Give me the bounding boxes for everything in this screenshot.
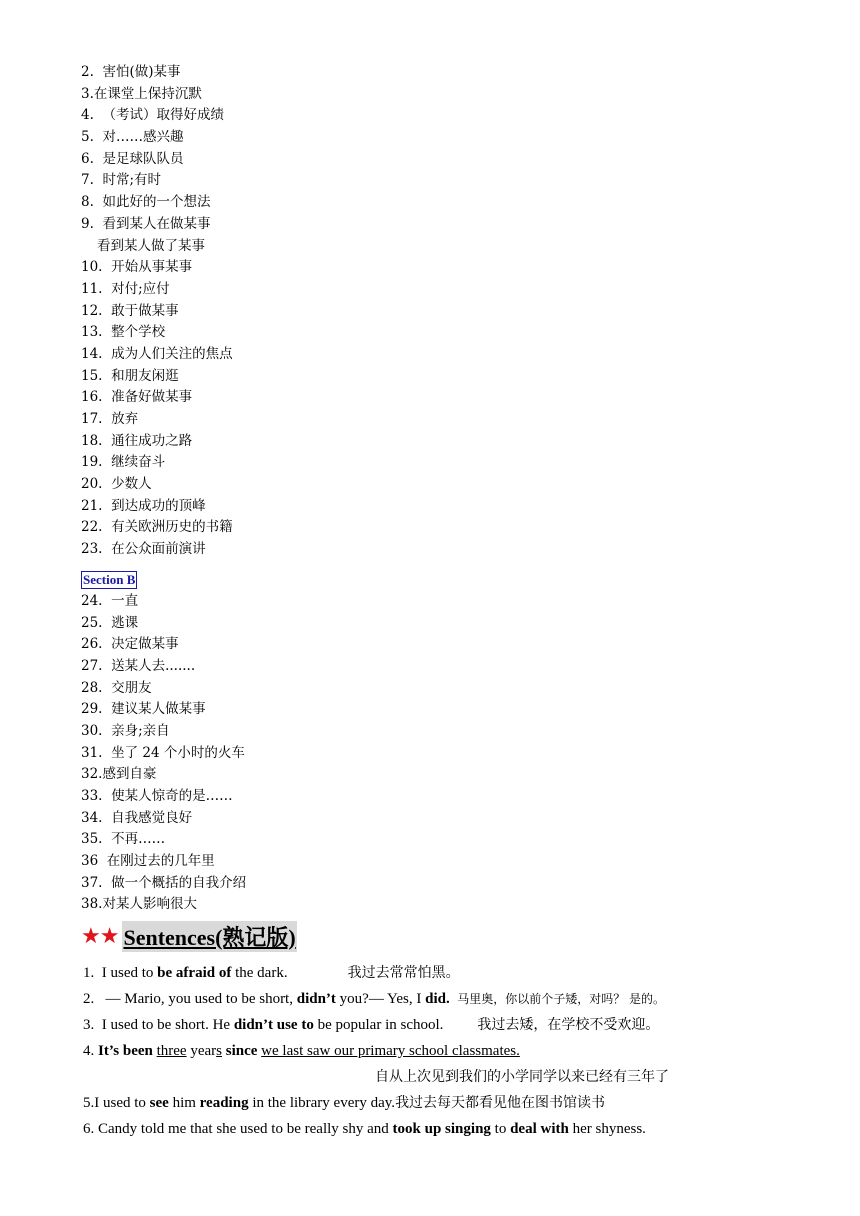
item-number: 26.	[81, 636, 103, 653]
sentence-number: 5.	[83, 1095, 95, 1111]
item-number: 9.	[81, 215, 94, 232]
item-number: 18.	[81, 432, 103, 449]
list-item	[81, 474, 781, 496]
item-number: 5.	[81, 129, 94, 146]
list-item	[81, 452, 781, 474]
list-item	[81, 431, 781, 453]
list-item	[81, 591, 781, 613]
sentence-translation: 我过去常常怕黑。	[347, 965, 460, 981]
item-text: 害怕(做)某事	[102, 64, 181, 80]
key-phrase: did.	[425, 991, 450, 1007]
list-item	[81, 62, 781, 84]
list-item	[81, 634, 781, 656]
heading-title: Sentences(熟记版)	[122, 921, 296, 952]
key-phrase: be afraid of	[157, 965, 232, 981]
item-text: 自我感觉良好	[111, 809, 193, 826]
item-number: 30.	[81, 722, 103, 739]
phrase-list	[81, 62, 781, 916]
item-number: 8.	[81, 194, 94, 211]
sentence-5	[83, 1090, 843, 1116]
item-text: 交朋友	[111, 679, 152, 696]
item-number: 29.	[81, 701, 103, 718]
sentence-text: be popular in school.	[313, 1017, 444, 1033]
item-number: 23.	[81, 541, 103, 558]
list-item	[81, 84, 781, 106]
item-text: 少数人	[111, 476, 152, 493]
sentence-text: the dark.	[231, 965, 288, 981]
item-text: 继续奋斗	[111, 454, 166, 471]
sentence-text: in the library every day.	[248, 1095, 396, 1111]
item-text: 放弃	[111, 411, 139, 427]
item-number: 13.	[81, 324, 103, 341]
item-number: 28.	[81, 679, 103, 696]
list-item	[81, 366, 781, 388]
key-phrase: since	[225, 1043, 258, 1059]
list-item	[81, 409, 781, 431]
item-number: 16.	[81, 389, 103, 406]
sentence-text: year	[190, 1043, 217, 1059]
list-item	[81, 149, 781, 171]
list-item	[81, 517, 781, 539]
list-item	[81, 613, 781, 635]
item-number: 7.	[81, 172, 94, 189]
star-icons: ★★	[81, 923, 119, 949]
item-number: 33.	[81, 788, 103, 804]
item-text: 整个学校	[111, 324, 166, 341]
underlined-word: s	[216, 1043, 222, 1059]
item-text: 做一个概括的自我介绍	[111, 874, 247, 891]
item-text: 开始从事某事	[111, 259, 193, 276]
item-number: 10.	[81, 259, 103, 276]
sentence-text: to	[490, 1121, 511, 1137]
item-text: 和朋友闲逛	[111, 367, 179, 384]
item-text: 使某人惊奇的是……	[111, 788, 233, 804]
list-item	[81, 764, 781, 786]
item-number: 19.	[81, 454, 103, 471]
item-text: 看到某人在做某事	[102, 215, 211, 232]
item-text: 成为人们关注的焦点	[111, 345, 233, 362]
item-number: 35.	[81, 831, 103, 848]
list-item	[81, 743, 781, 765]
sentence-text: her shyness.	[568, 1121, 646, 1137]
sentence-4-translation-row	[83, 1064, 843, 1090]
sentence-translation: 马里奥，你以前个子矮，对吗？ 是的。	[457, 992, 666, 1006]
list-item	[81, 721, 781, 743]
item-text: 亲身;亲自	[111, 722, 170, 739]
list-item	[81, 786, 781, 808]
item-number: 2.	[81, 64, 94, 80]
item-text: 准备好做某事	[111, 389, 193, 406]
list-item	[81, 257, 781, 279]
item-text: 如此好的一个想法	[102, 194, 211, 211]
sentence-text: I used to	[94, 1095, 150, 1111]
key-phrase: deal with	[510, 1121, 569, 1137]
key-phrase: didn’t use to	[233, 1017, 314, 1033]
item-number: 32.	[81, 766, 103, 783]
item-number: 25.	[81, 614, 103, 631]
item-text: 决定做某事	[111, 636, 179, 653]
key-phrase: didn’t	[296, 991, 336, 1007]
item-text: 时常;有时	[102, 172, 162, 189]
item-text: 对……感兴趣	[102, 129, 184, 146]
sentence-4	[83, 1038, 843, 1064]
item-text: 看到某人做了某事	[97, 237, 205, 254]
item-number: 3.	[81, 85, 94, 102]
key-phrase: took up singing	[392, 1121, 491, 1137]
list-item	[81, 678, 781, 700]
list-item	[81, 829, 781, 851]
key-phrase: see	[149, 1095, 169, 1111]
item-text: 一直	[111, 592, 139, 609]
item-text: 是足球队队员	[102, 150, 184, 167]
item-number: 15.	[81, 367, 103, 384]
item-text: 感到自豪	[102, 766, 157, 783]
item-text: 敢于做某事	[111, 302, 179, 319]
item-text: 在课堂上保持沉默	[93, 85, 202, 102]
item-text: 逃课	[111, 614, 139, 631]
item-number: 27.	[81, 657, 103, 674]
item-number: 22.	[81, 519, 103, 536]
item-text: 到达成功的顶峰	[111, 497, 206, 514]
underlined-word: three	[156, 1043, 187, 1059]
sentence-translation: 我过去矮，在学校不受欢迎。	[477, 1017, 660, 1033]
section-b-label: Section B	[83, 571, 136, 587]
sentences-heading	[81, 920, 297, 952]
item-number: 21.	[81, 497, 103, 514]
item-number: 34.	[81, 809, 103, 826]
item-text: 对付;应付	[111, 280, 170, 297]
item-number: 38.	[81, 896, 103, 913]
list-item	[81, 214, 781, 236]
list-item	[81, 539, 781, 561]
list-item	[81, 127, 781, 149]
list-item	[81, 192, 781, 214]
item-text: 在刚过去的几年里	[106, 853, 215, 870]
list-item	[81, 699, 781, 721]
sentence-2	[83, 986, 843, 1012]
dialogue-dash: —	[105, 991, 121, 1007]
list-item	[81, 236, 781, 258]
item-number: 17.	[81, 411, 103, 427]
sentence-number: 2.	[83, 991, 95, 1007]
item-text: 通往成功之路	[111, 432, 193, 449]
item-number: 37.	[81, 874, 103, 891]
item-text: 有关欧洲历史的书籍	[111, 519, 233, 536]
sentence-1	[83, 960, 843, 986]
list-item	[81, 170, 781, 192]
list-item	[81, 344, 781, 366]
sentence-text: Candy told me that she used to be really shy and	[94, 1121, 393, 1137]
item-number: 11.	[81, 280, 103, 297]
key-phrase: It’s been	[98, 1043, 153, 1059]
list-item	[81, 301, 781, 323]
item-number: 6.	[81, 150, 94, 167]
list-item	[81, 105, 781, 127]
list-item	[81, 322, 781, 344]
item-text: 在公众面前演讲	[111, 541, 206, 558]
list-item	[81, 851, 781, 873]
key-phrase: reading	[199, 1095, 249, 1111]
item-number: 20.	[81, 476, 103, 493]
item-number: 4.	[81, 107, 94, 124]
list-item	[81, 656, 781, 678]
item-number: 36	[81, 853, 99, 870]
item-text: 建议某人做某事	[111, 701, 206, 718]
sentence-text: Mario, you used to be short,	[120, 991, 297, 1007]
sentence-translation: 我过去每天都看见他在图书馆读书	[395, 1095, 606, 1111]
underlined-clause: we last saw our primary school classmates.	[261, 1043, 520, 1059]
list-item	[81, 808, 781, 830]
sentence-text: I used to	[101, 965, 158, 981]
section-b-row	[81, 569, 781, 591]
list-item	[81, 496, 781, 518]
item-number: 12.	[81, 302, 103, 319]
item-number: 14.	[81, 345, 103, 362]
sentence-text: him	[168, 1095, 200, 1111]
item-number: 24.	[81, 592, 103, 609]
sentence-number: 6.	[83, 1121, 95, 1137]
item-text: 不再……	[111, 831, 166, 848]
sentence-number: 1.	[83, 965, 95, 981]
list-item	[81, 279, 781, 301]
sentence-3	[83, 1012, 843, 1038]
sentence-number: 4.	[83, 1043, 95, 1059]
item-text: 对某人影响很大	[102, 896, 197, 913]
sentence-translation: 自从上次见到我们的小学同学以来已经有三年了	[375, 1069, 669, 1085]
sentence-list	[83, 960, 843, 1142]
item-number: 31.	[81, 744, 103, 761]
sentence-6	[83, 1116, 843, 1142]
sentence-text: you?— Yes, I	[335, 991, 426, 1007]
list-item	[81, 894, 781, 916]
list-item	[81, 387, 781, 409]
list-item	[81, 873, 781, 895]
item-text: 坐了 24 个小时的火车	[111, 744, 245, 761]
sentence-number: 3.	[83, 1017, 95, 1033]
item-text: （考试）取得好成绩	[102, 107, 224, 124]
item-text: 送某人去.......	[111, 657, 196, 674]
sentence-text: I used to be short. He	[101, 1017, 234, 1033]
